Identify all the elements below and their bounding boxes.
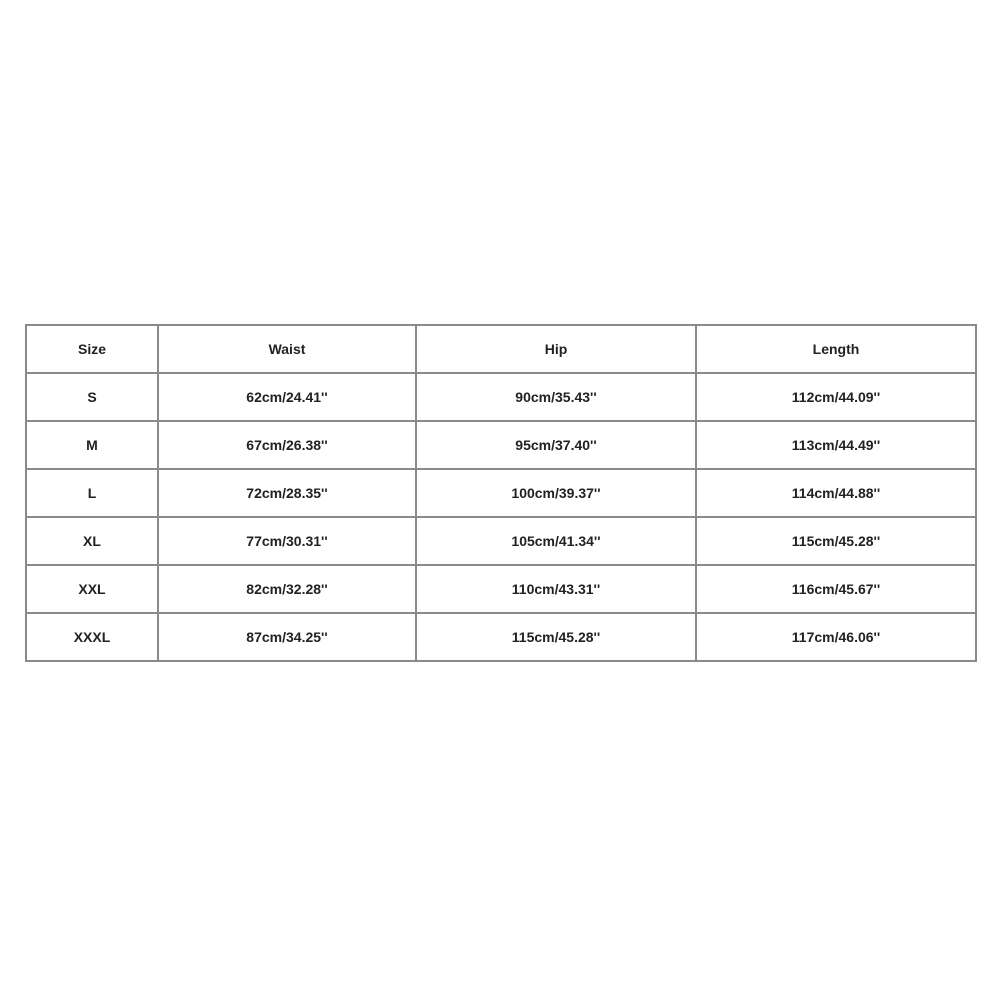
cell-hip: 115cm/45.28'' [416, 613, 696, 661]
cell-hip: 100cm/39.37'' [416, 469, 696, 517]
cell-length: 112cm/44.09'' [696, 373, 976, 421]
table-row [26, 373, 976, 421]
cell-size: L [26, 469, 158, 517]
cell-length: 114cm/44.88'' [696, 469, 976, 517]
cell-waist: 82cm/32.28'' [158, 565, 416, 613]
table-row [26, 421, 976, 469]
cell-waist: 72cm/28.35'' [158, 469, 416, 517]
table-row [26, 469, 976, 517]
cell-size: XXXL [26, 613, 158, 661]
cell-size: XL [26, 517, 158, 565]
cell-size: S [26, 373, 158, 421]
cell-size: M [26, 421, 158, 469]
cell-hip: 110cm/43.31'' [416, 565, 696, 613]
cell-waist: 67cm/26.38'' [158, 421, 416, 469]
header-length: Length [696, 325, 976, 373]
cell-hip: 90cm/35.43'' [416, 373, 696, 421]
cell-length: 116cm/45.67'' [696, 565, 976, 613]
table-row [26, 565, 976, 613]
cell-size: XXL [26, 565, 158, 613]
cell-waist: 87cm/34.25'' [158, 613, 416, 661]
header-hip: Hip [416, 325, 696, 373]
cell-waist: 62cm/24.41'' [158, 373, 416, 421]
header-size: Size [26, 325, 158, 373]
table-header-row [26, 325, 976, 373]
size-chart-table [25, 324, 977, 662]
cell-length: 117cm/46.06'' [696, 613, 976, 661]
cell-hip: 95cm/37.40'' [416, 421, 696, 469]
cell-hip: 105cm/41.34'' [416, 517, 696, 565]
cell-length: 113cm/44.49'' [696, 421, 976, 469]
header-waist: Waist [158, 325, 416, 373]
table-row [26, 613, 976, 661]
cell-length: 115cm/45.28'' [696, 517, 976, 565]
table-row [26, 517, 976, 565]
cell-waist: 77cm/30.31'' [158, 517, 416, 565]
